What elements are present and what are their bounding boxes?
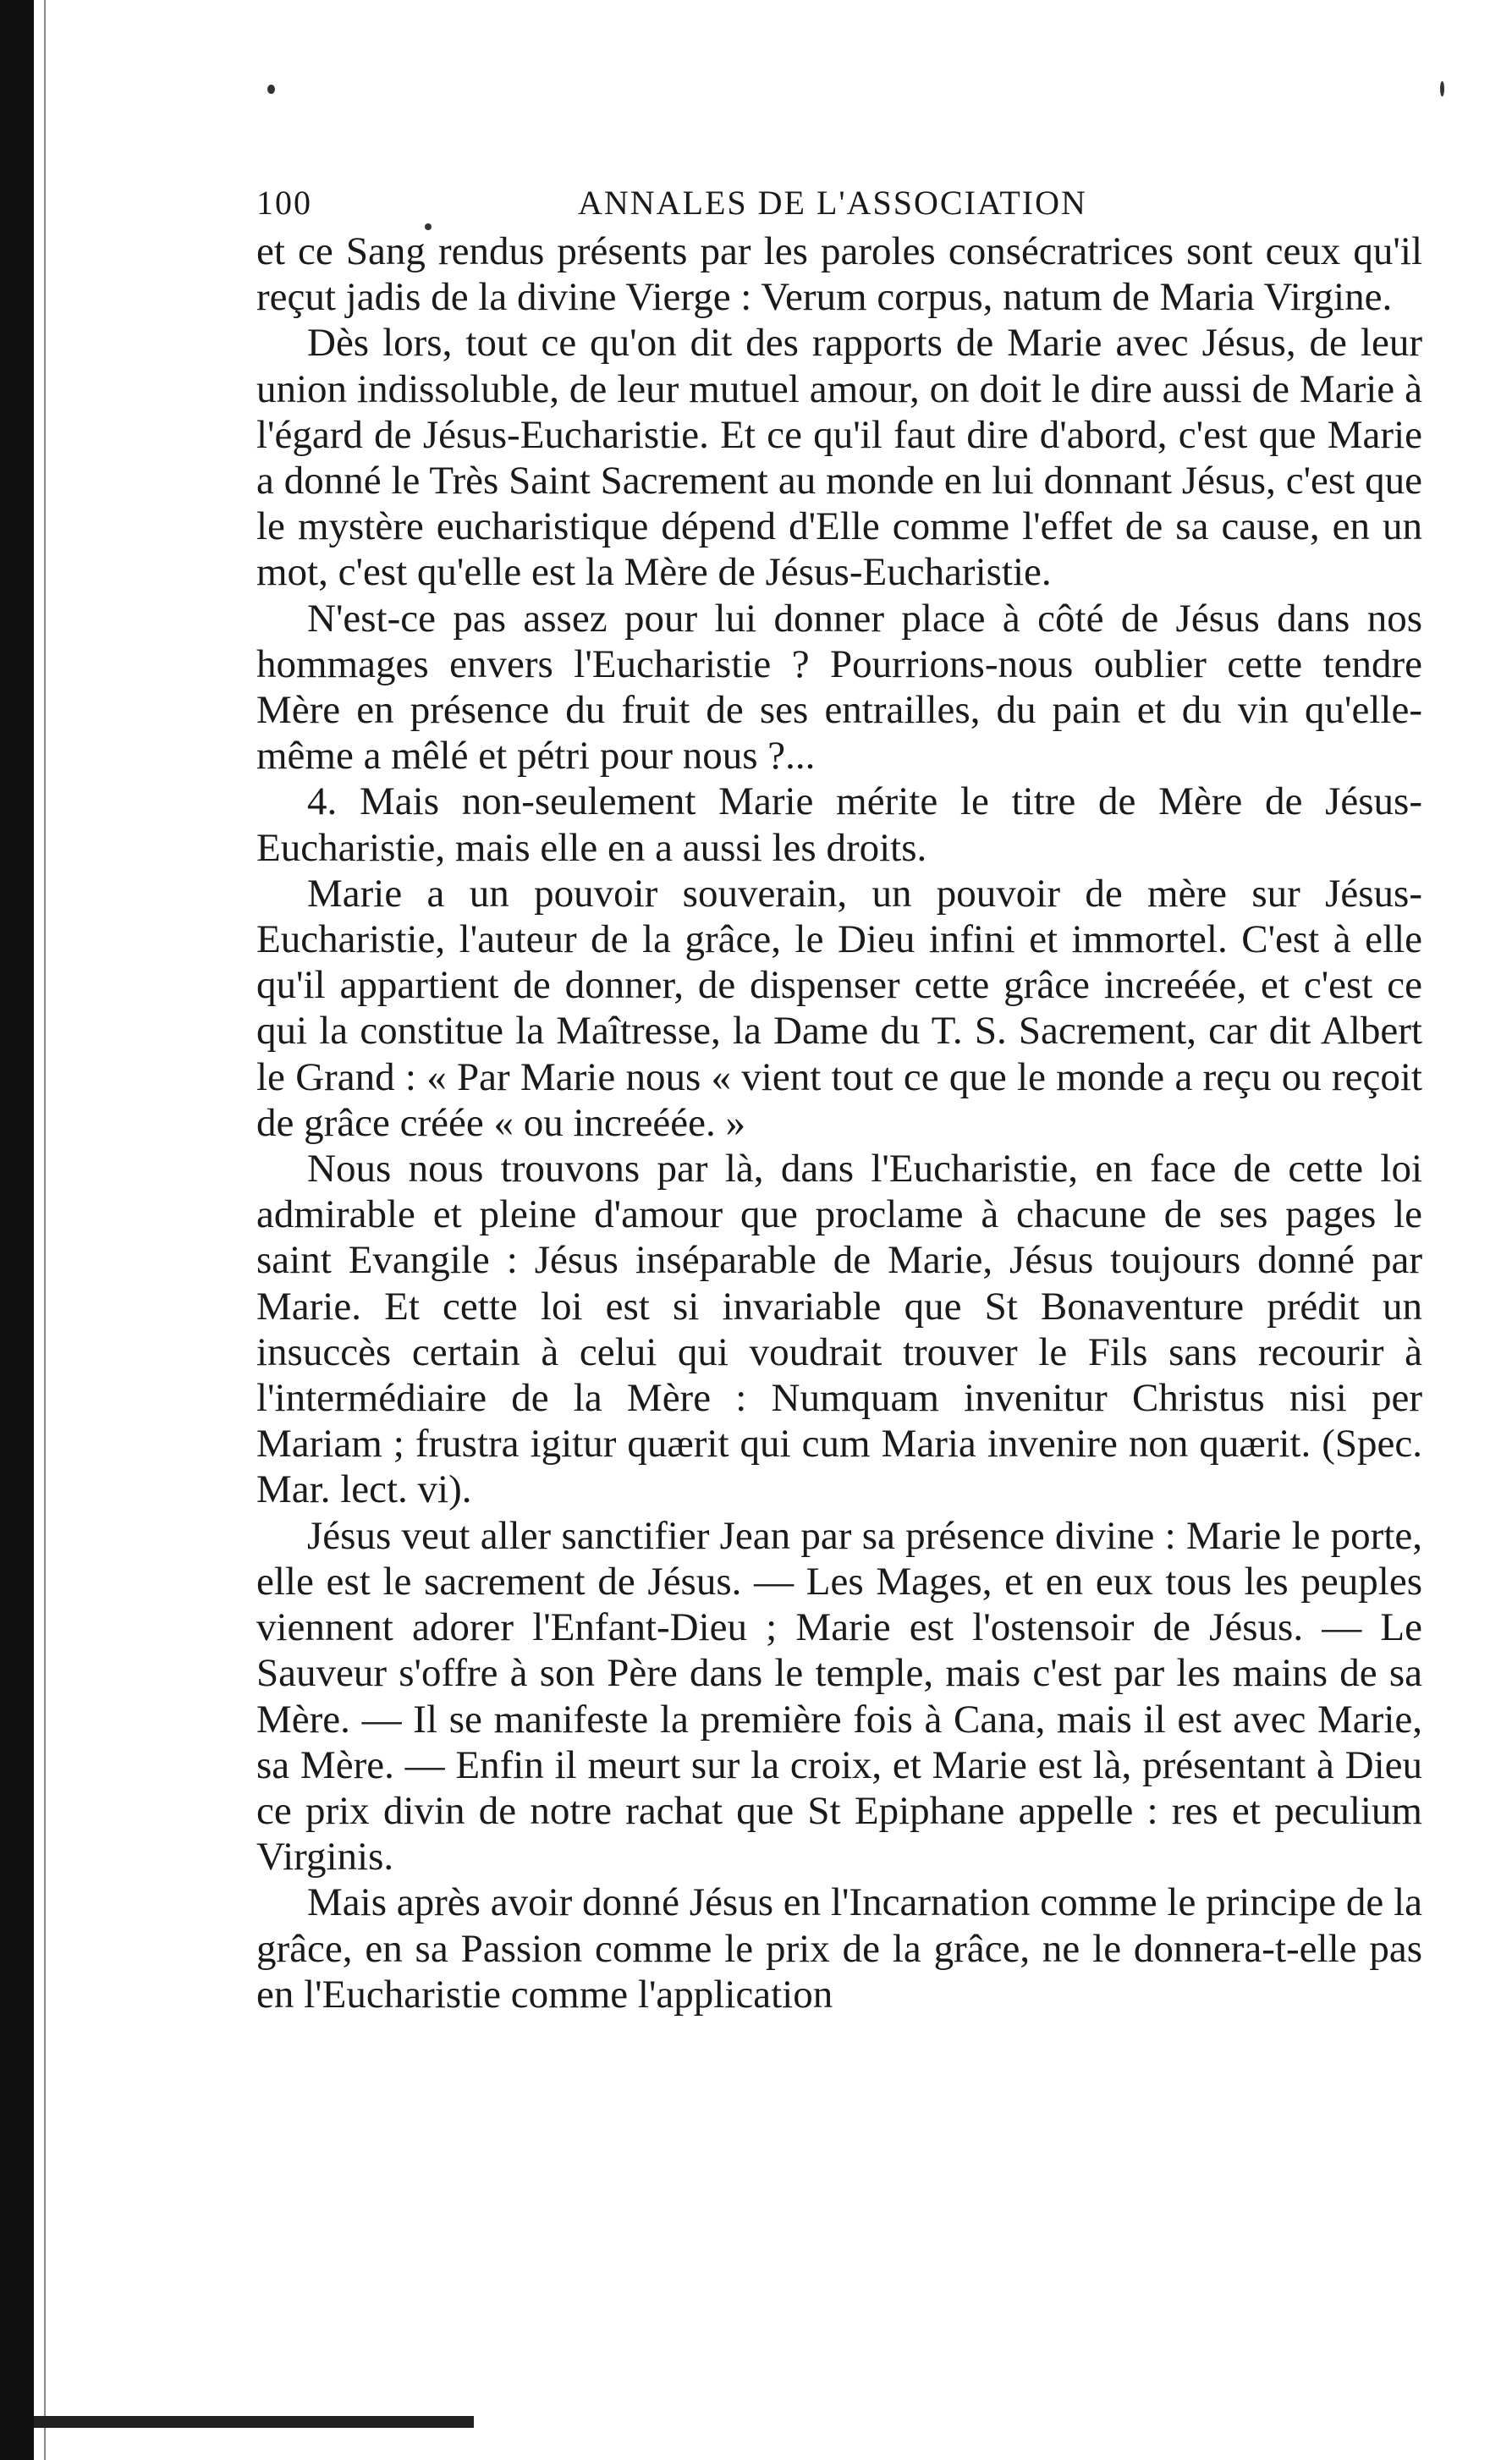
book-page	[256, 169, 1422, 2017]
scan-speck	[267, 85, 275, 94]
paragraph: 4. Mais non-seulement Marie mérite le titre de Mère de Jésus-Eucharistie, mais elle en a aussi les droits.	[256, 779, 1422, 870]
paragraph: Mais après avoir donné Jésus en l'Incarnation comme le principe de la grâce, en sa Passion comme le prix de la grâce, ne le donnera-t-elle pas en l'Eucharistie comme l'application	[256, 1880, 1422, 2017]
running-head: ANNALES DE L'ASSOCIATION	[578, 184, 1087, 222]
paragraph: Dès lors, tout ce qu'on dit des rapports de Marie avec Jésus, de leur union indissoluble, de leur mutuel amour, on doit le dire aussi de Marie à l'égard de Jésus-Eucharistie. Et ce qu'il faut dire d'abord, c'est que Marie a donné le Très Saint Sacrement au monde en lui donnant Jésus, c'est que le mystère eucharistique dépend d'Elle comme l'effet de sa cause, en un mot, c'est qu'elle est la Mère de Jésus-Eucharistie.	[256, 321, 1422, 595]
paragraph: Jésus veut aller sanctifier Jean par sa présence divine : Marie le porte, elle est le sacrement de Jésus. — Les Mages, et en eux tous les peuples viennent adorer l'Enfant-Dieu ; Marie est l'ostensoir de Jésus. — Le Sauveur s'offre à son Père dans le temple, mais c'est par les mains de sa Mère. — Il se manifeste la première fois à Cana, mais il est avec Marie, sa Mère. — Enfin il meurt sur la croix, et Marie est là, présentant à Dieu ce prix divin de notre rachat que St Epiphane appelle : res et peculium Virginis.	[256, 1513, 1422, 1879]
paragraph: Nous nous trouvons par là, dans l'Eucharistie, en face de cette loi admirable et pleine d'amour que proclame à chacune de ses pages le saint Evangile : Jésus inséparable de Marie, Jésus toujours donné par Marie. Et cette loi est si invariable que St Bonaventure prédit un insuccès certain à celui qui voudrait trouver le Fils sans recourir à l'intermédiaire de la Mère : Numquam invenitur Christus nisi per Mariam ; frustra igitur quærit qui cum Maria invenire non quærit. (Spec. Mar. lect. vi).	[256, 1147, 1422, 1512]
scan-bottom-artifact	[34, 2416, 474, 2428]
body-text	[256, 228, 1422, 2017]
paragraph: Marie a un pouvoir souverain, un pouvoir de mère sur Jésus-Eucharistie, l'auteur de la grâce, le Dieu infini et immortel. C'est à elle qu'il appartient de donner, de dispenser cette grâce increéée, et c'est ce qui la constitue la Maîtresse, la Dame du T. S. Sacrement, car dit Albert le Grand : « Par Marie nous « vient tout ce que le monde a reçu ou reçoit de grâce créée « ou increéée. »	[256, 871, 1422, 1145]
scan-speck	[1440, 81, 1444, 96]
scan-binding-shadow	[0, 0, 34, 2460]
page-number: 100	[256, 184, 312, 222]
paragraph: N'est-ce pas assez pour lui donner place à côté de Jésus dans nos hommages envers l'Eucharistie ? Pourrions-nous oublier cette tendre Mère en présence du fruit de ses entrailles, du pain et du vin qu'elle-même a mêlé et pétri pour nous ?...	[256, 596, 1422, 779]
page-header	[256, 169, 1422, 228]
paragraph: et ce Sang rendus présents par les paroles consécratrices sont ceux qu'il reçut jadis de la divine Vierge : Verum corpus, natum de Maria Virgine.	[256, 229, 1422, 320]
scan-gutter-line	[44, 0, 46, 2460]
